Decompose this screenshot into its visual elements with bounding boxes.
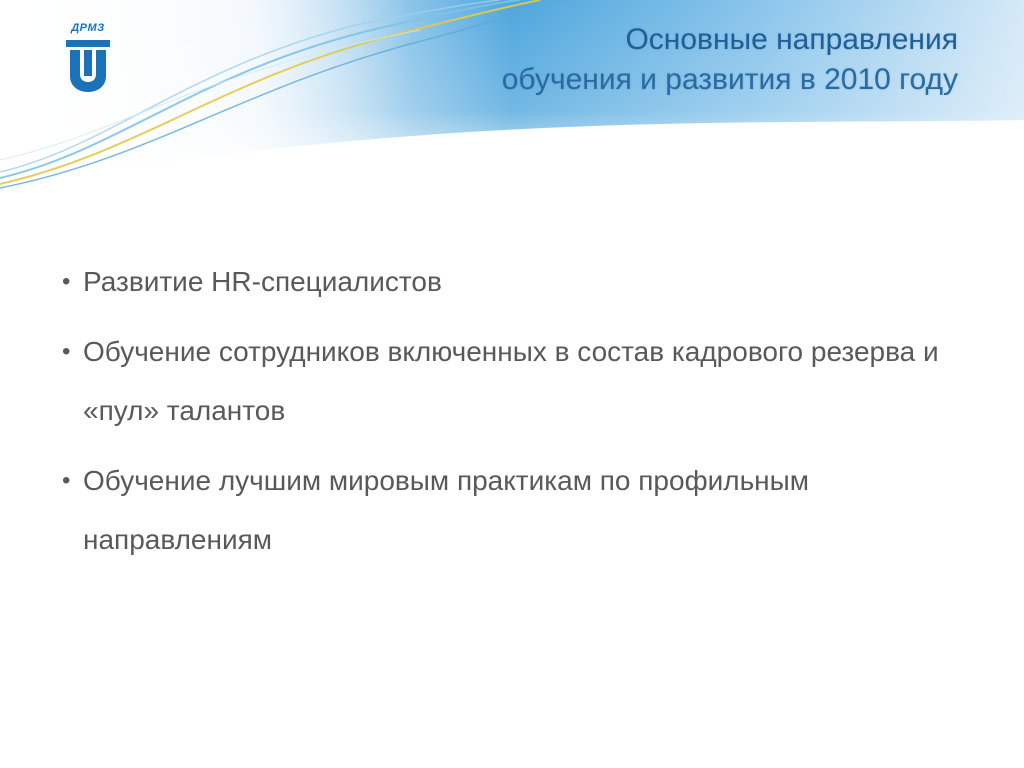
title-line-1: Основные направления bbox=[625, 23, 958, 56]
bullet-icon: • bbox=[62, 268, 71, 295]
bullet-item-best-practices bbox=[62, 451, 982, 569]
logo-text: ДРМЗ bbox=[71, 22, 105, 34]
bullet-item-talent-pool bbox=[62, 322, 982, 440]
bullet-icon: • bbox=[62, 467, 71, 494]
bullet-text: Развитие HR-специалистов bbox=[83, 266, 442, 297]
slide-title bbox=[502, 20, 958, 100]
bullet-text: Обучение сотрудников включенных в состав кадрового резерва и «пул» талантов bbox=[83, 336, 939, 426]
bullet-item-hr-specialists bbox=[62, 252, 982, 311]
bullet-text: Обучение лучшим мировым практикам по профильным направлениям bbox=[83, 465, 810, 555]
bullet-icon: • bbox=[62, 338, 71, 365]
drmz-logo-icon bbox=[62, 24, 114, 94]
bullet-list bbox=[62, 252, 982, 580]
title-line-2: обучения и развития в 2010 году bbox=[501, 63, 958, 96]
